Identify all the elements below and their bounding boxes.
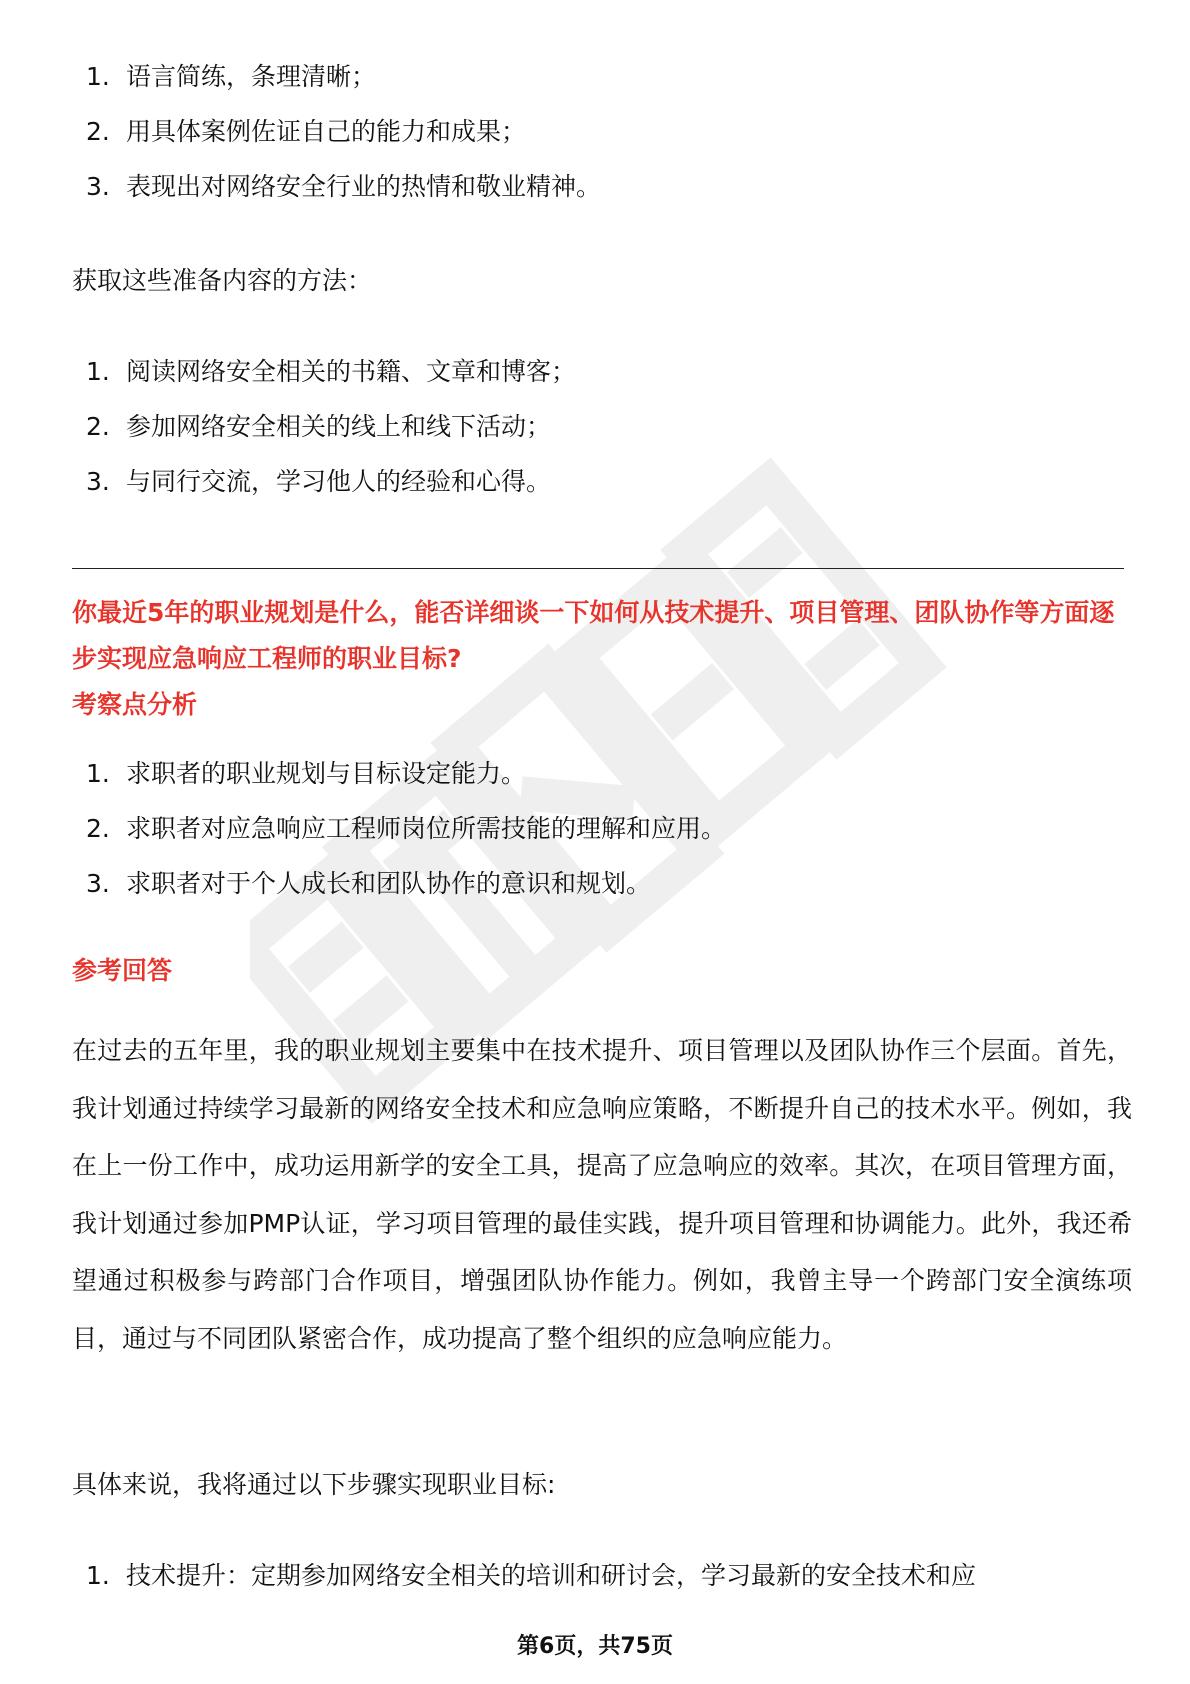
list-item xyxy=(86,115,526,149)
list-number: 1. xyxy=(86,759,110,788)
answer-heading: 参考回答 xyxy=(72,956,173,985)
list-item xyxy=(86,812,726,846)
list-text: 语言简练，条理清晰； xyxy=(126,62,377,91)
list-text: 参加网络安全相关的线上和线下活动； xyxy=(126,412,552,441)
list-text: 表现出对网络安全行业的热情和敬业精神。 xyxy=(126,172,602,201)
list-item xyxy=(86,355,576,389)
list-number: 3. xyxy=(86,467,110,496)
page-number-footer: 第6页，共75页 xyxy=(517,1634,673,1659)
list-text: 与同行交流，学习他人的经验和心得。 xyxy=(126,467,552,496)
list-number: 2. xyxy=(86,814,110,843)
list-item xyxy=(86,410,551,444)
list-item xyxy=(86,867,651,901)
list-number: 3. xyxy=(86,869,110,898)
list-text: 求职者的职业规划与目标设定能力。 xyxy=(126,759,527,788)
list-text: 求职者对应急响应工程师岗位所需技能的理解和应用。 xyxy=(126,814,727,843)
steps-intro: 具体来说，我将通过以下步骤实现职业目标: xyxy=(72,1470,556,1499)
list-item xyxy=(86,465,551,499)
list-number: 1. xyxy=(86,357,110,386)
list-text: 用具体案例佐证自己的能力和成果； xyxy=(126,117,527,146)
list-item xyxy=(86,1559,976,1593)
question-title: 你最近5年的职业规划是什么，能否详细谈一下如何从技术提升、项目管理、团队协作等方面逐步实现应急响应工程师的职业目标? xyxy=(72,598,1115,673)
analysis-heading: 考察点分析 xyxy=(72,690,198,719)
methods-intro: 获取这些准备内容的方法： xyxy=(72,266,373,295)
list-number: 3. xyxy=(86,172,110,201)
list-text: 技术提升：定期参加网络安全相关的培训和研讨会，学习最新的安全技术和应 xyxy=(126,1561,977,1590)
list-item xyxy=(86,757,526,791)
list-number: 2. xyxy=(86,412,110,441)
list-item xyxy=(86,60,376,94)
section-divider xyxy=(72,568,1124,569)
list-text: 阅读网络安全相关的书籍、文章和博客； xyxy=(126,357,577,386)
list-number: 2. xyxy=(86,117,110,146)
answer-paragraph: 在过去的五年里，我的职业规划主要集中在技术提升、项目管理以及团队协作三个层面。首先，我计划通过持续学习最新的网络安全技术和应急响应策略，不断提升自己的技术水平。例如，我在上一份工作中，成功运用新学的安全工具，提高了应急响应的效率。其次，在项目管理方面，我计划通过参加PMP认证，学习项目管理的最佳实践，提升项目管理和协调能力。此外，我还希望通过积极参与跨部门合作项目，增强团队协作能力。例如，我曾主导一个跨部门安全演练项目，通过与不同团队紧密合作，成功提高了整个组织的应急响应能力。 xyxy=(72,1036,1132,1353)
list-number: 1. xyxy=(86,1561,110,1590)
list-number: 1. xyxy=(86,62,110,91)
list-item xyxy=(86,170,601,204)
list-text: 求职者对于个人成长和团队协作的意识和规划。 xyxy=(126,869,652,898)
